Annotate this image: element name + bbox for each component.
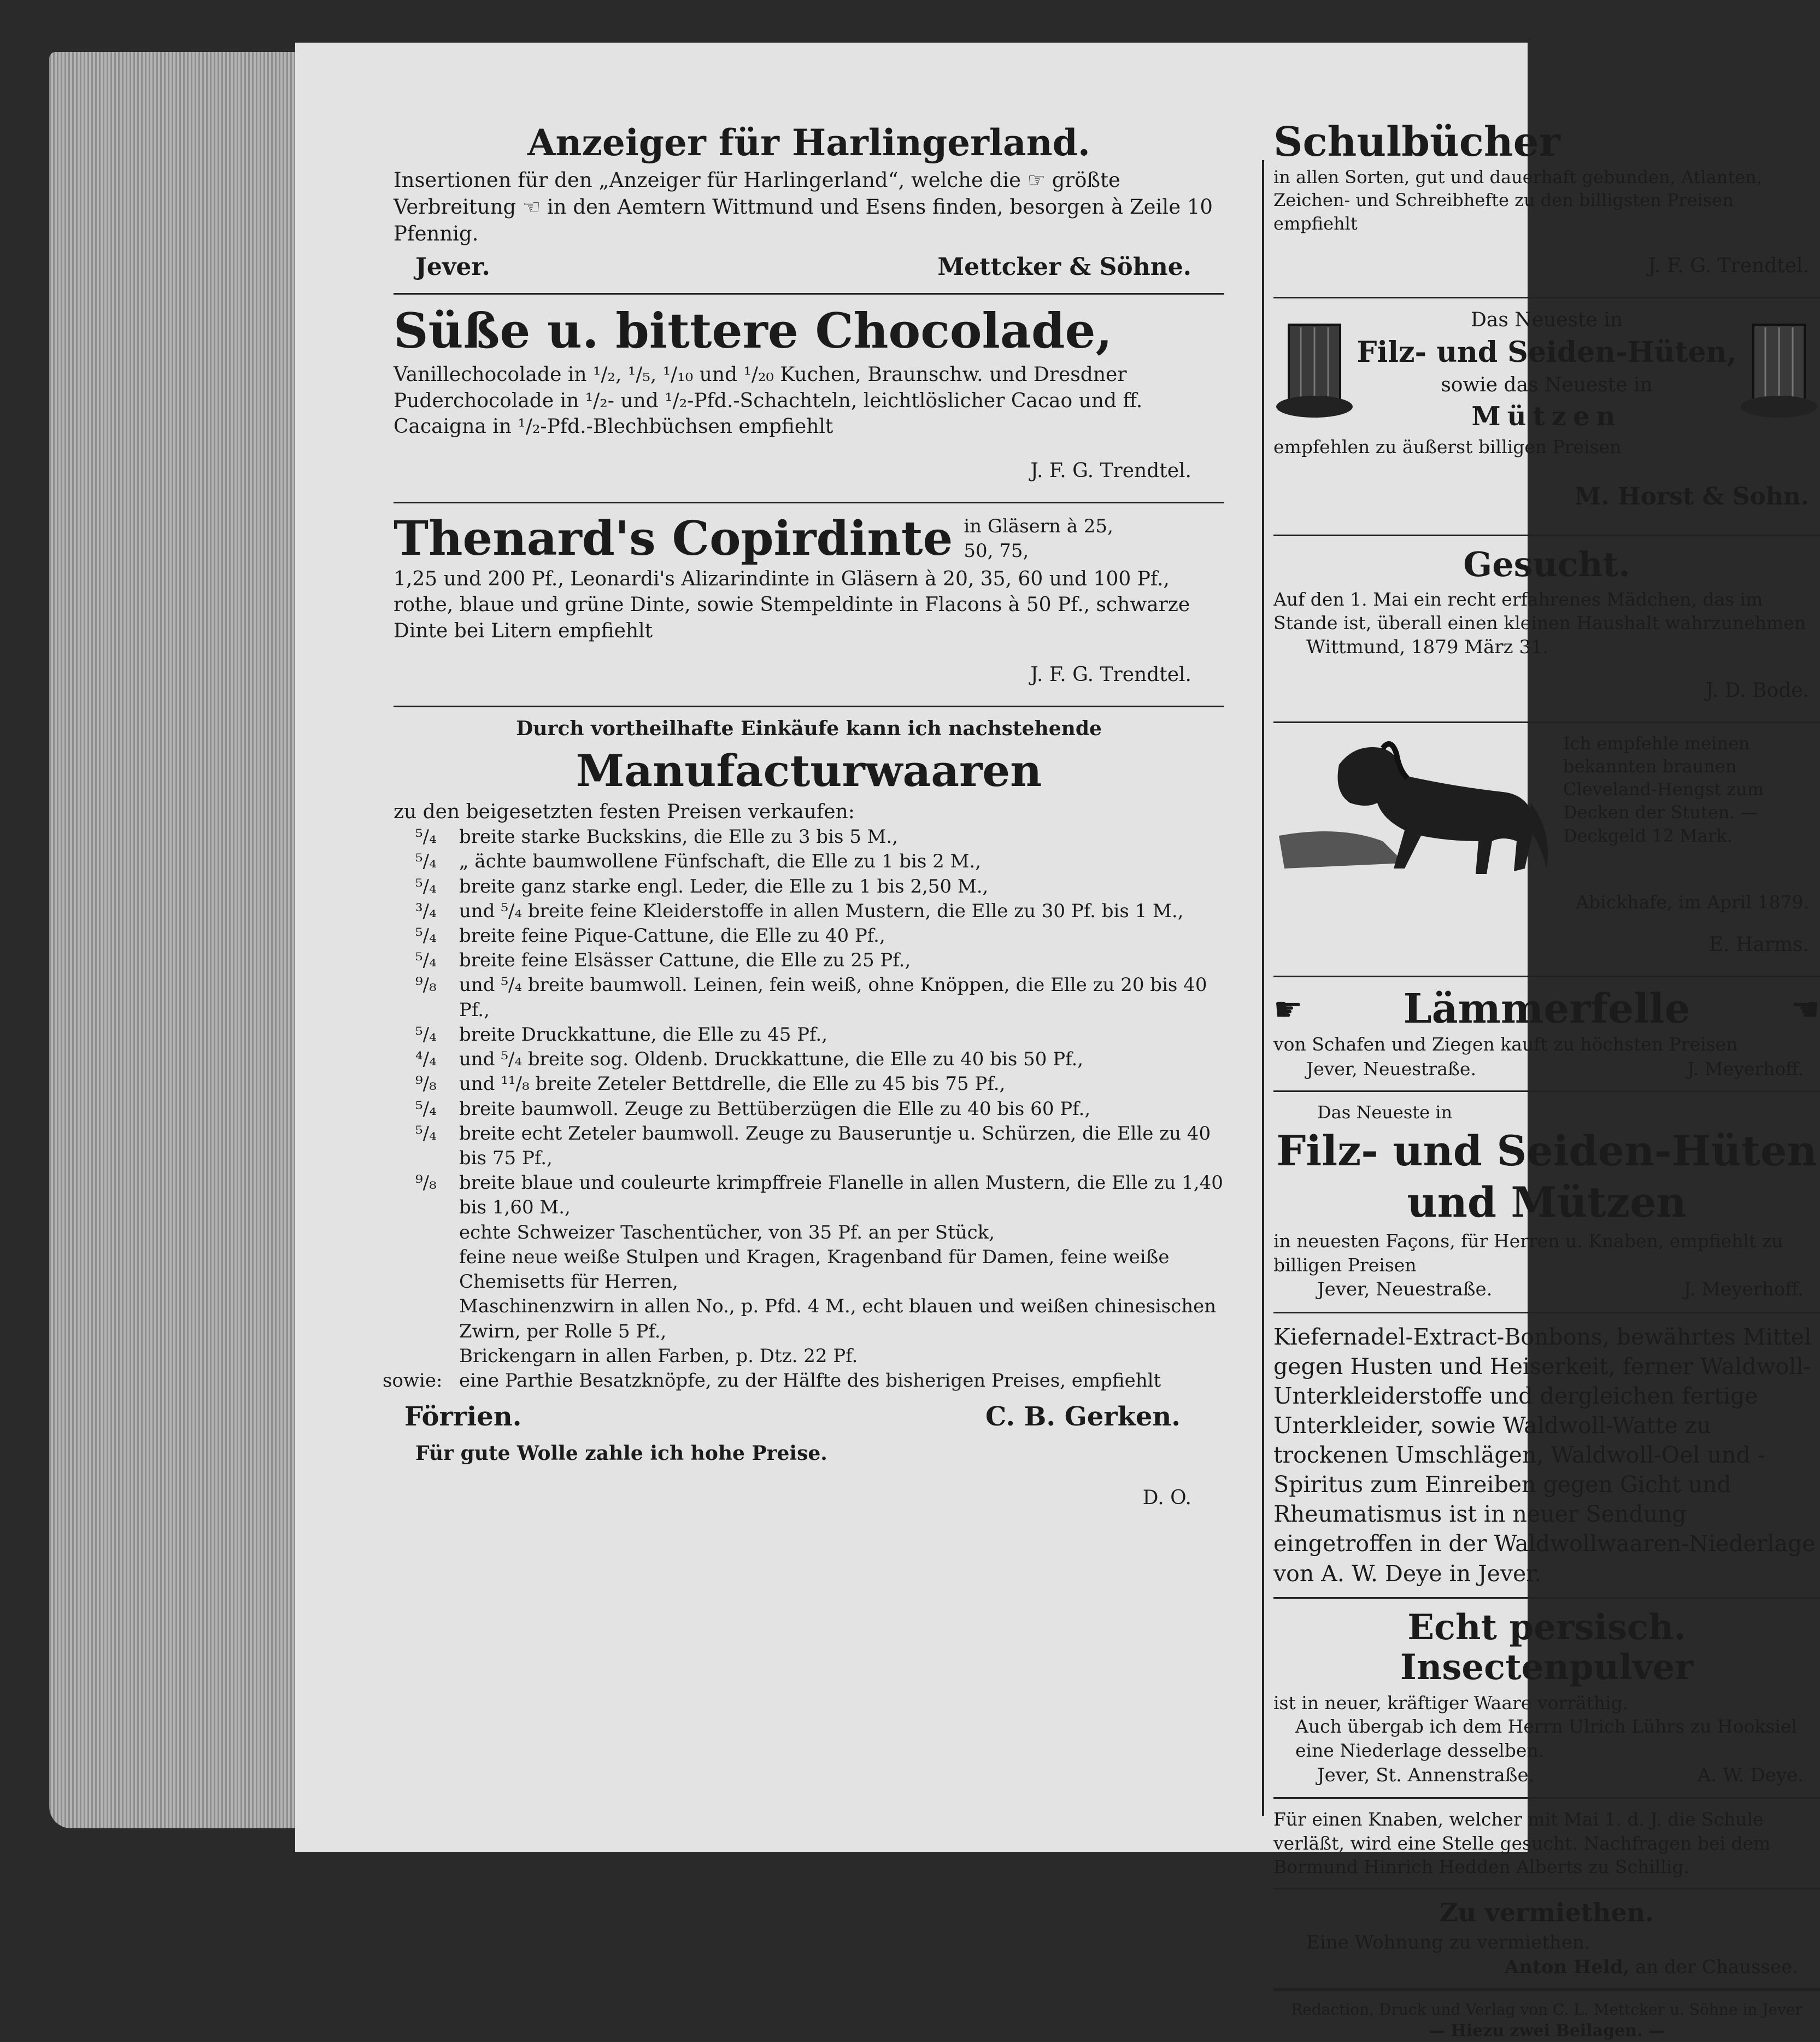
item-text: echte Schweizer Taschentücher, von 35 Pf. an per Stück, bbox=[459, 1221, 995, 1243]
list-item bbox=[415, 973, 1224, 1022]
ad-huete2-place: Jever, Neuestraße. bbox=[1317, 1278, 1493, 1301]
divider bbox=[1273, 721, 1820, 723]
item-text: und ⁵/₄ breite feine Kleiderstoffe in allen Mustern, die Elle zu 30 Pf. bis 1 M., bbox=[459, 900, 1184, 922]
column-divider bbox=[1262, 160, 1264, 1816]
item-text: breite baumwoll. Zeuge zu Bettüberzügen die Elle zu 40 bis 60 Pf., bbox=[459, 1098, 1091, 1120]
ad-huete-meyerhoff bbox=[1273, 1101, 1820, 1303]
ad-chocolade-body: Vanillechocolade in ¹/₂, ¹/₅, ¹/₁₀ und ¹/₂₀ Kuchen, Braunschw. und Dresdner Puderchocolade in ¹/₂- und ¹/₂-Pfd.-Schachteln, leichtlöslicher Cacao und ff. Cacaigna in ¹/₂-Pfd.-Blechbüchsen empfiehlt bbox=[394, 363, 1143, 438]
divider bbox=[1273, 297, 1820, 298]
ad-laemmerfelle-body: von Schafen und Ziegen kauft zu höchsten Preisen bbox=[1273, 1034, 1738, 1055]
list-item bbox=[383, 1369, 1224, 1393]
list-item bbox=[415, 948, 1224, 973]
ad-schulbuecher bbox=[1273, 119, 1820, 277]
ad-laemmerfelle-signature: J. Meyerhoff. bbox=[1687, 1058, 1804, 1079]
ad-vermiethen-title: Zu vermiethen. bbox=[1439, 1897, 1654, 1927]
top-hat-icon bbox=[1273, 319, 1355, 423]
item-text: „ ächte baumwollene Fünfschaft, die Elle zu 1 bis 2 M., bbox=[459, 850, 982, 873]
top-hat-icon bbox=[1738, 319, 1820, 423]
divider bbox=[394, 502, 1224, 503]
ad-dinte-title: Thenard's Copirdinte bbox=[394, 510, 953, 566]
item-fraction: ⁵/₄ bbox=[415, 925, 437, 947]
ad-insecten-title: Echt persisch. Insectenpulver bbox=[1400, 1606, 1694, 1688]
imprint-line: Redaction, Druck und Verlag von C. L. Mettcker u. Söhne in Jever bbox=[1291, 2000, 1803, 2019]
ad-chocolade-signature: J. F. G. Trendtel. bbox=[1030, 459, 1191, 482]
item-text: breite starke Buckskins, die Elle zu 3 bis 5 M., bbox=[459, 826, 899, 848]
divider bbox=[394, 706, 1224, 707]
ad-gesucht-body: Auf den 1. Mai ein recht erfahrenes Mädchen, das im Stande ist, überall einen kleinen Haushalt wahrzunehmen bbox=[1273, 588, 1806, 634]
ad-vermiethen-body: Eine Wohnung zu vermiethen. bbox=[1306, 1931, 1590, 1953]
ad-chocolade bbox=[394, 303, 1224, 482]
list-item bbox=[415, 825, 1224, 849]
ad-manufactur-list bbox=[383, 825, 1224, 1393]
ad-kiefernadel-body: Kiefernadel-Extract-Bonbons, bewährtes Mittel gegen Husten und Heiserkeit, ferner Waldwoll-Unterkleiderstoffe und dergleichen fertige Unterkleider, sowie Waldwoll-Watte zu trockenen Umschlägen, Waldwoll-Oel und -Spiritus zum Einreiben gegen Gicht und Rheumatismus ist in neuer Sendung eingetroffen in der Waldwollwaaren-Niederlage von A. W. Deye in Jever. bbox=[1273, 1323, 1816, 1587]
ad-vermiethen-signature: Anton Held, bbox=[1504, 1956, 1630, 1978]
ad-gesucht bbox=[1273, 545, 1820, 701]
list-item bbox=[415, 1072, 1224, 1096]
ad-hengst-date: Abickhafe, im April 1879. bbox=[1576, 891, 1809, 913]
ad-laemmerfelle-place: Jever, Neuestraße. bbox=[1306, 1058, 1476, 1079]
ad-huete-title: Filz- und Seiden-Hüten, bbox=[1357, 336, 1737, 369]
item-fraction bbox=[415, 1344, 459, 1369]
newspaper-page bbox=[295, 43, 1820, 2041]
list-item bbox=[415, 1171, 1224, 1220]
list-item bbox=[415, 1122, 1224, 1171]
ad-hengst-body: Ich empfehle meinen bekannten braunen Cleveland-Hengst zum Decken der Stuten. — Deckgeld 12 Mark. bbox=[1563, 732, 1764, 846]
ad-vermiethen bbox=[1273, 1898, 1820, 1980]
item-fraction: ⁹/₈ bbox=[415, 1073, 437, 1095]
item-text: breite echt Zeteler baumwoll. Zeuge zu Bauseruntje u. Schürzen, die Elle zu 40 bis 75 Pf., bbox=[459, 1122, 1211, 1170]
item-text: Maschinenzwirn in allen No., p. Pfd. 4 M., echt blauen und weißen chinesischen Zwirn, per Rolle 5 Pf., bbox=[459, 1295, 1217, 1342]
ad-gesucht-date: Wittmund, 1879 März 31. bbox=[1306, 636, 1549, 658]
item-fraction bbox=[415, 1294, 459, 1343]
ad-insecten-body2: Auch übergab ich dem Herrn Ulrich Lührs zu Hooksiel eine Niederlage desselben. bbox=[1295, 1716, 1797, 1761]
book-page-edges bbox=[49, 52, 306, 1828]
list-item bbox=[415, 1344, 1224, 1369]
list-item bbox=[415, 1047, 1224, 1072]
divider bbox=[1273, 535, 1820, 536]
ad-dinte-body: 1,25 und 200 Pf., Leonardi's Alizarindinte in Gläsern à 20, 35, 60 und 100 Pf., rothe, blaue und grüne Dinte, sowie Stempeldinte in Flacons à 50 Pf., schwarze Dinte bei Litern empfiehlt bbox=[394, 567, 1190, 642]
ad-huete-line3: sowie das Neueste in bbox=[1441, 374, 1653, 397]
ad-vermiethen-location: an der Chaussee. bbox=[1635, 1956, 1798, 1978]
horse-illustration bbox=[1273, 732, 1558, 890]
item-text: feine neue weiße Stulpen und Kragen, Kragenband für Damen, feine weiße Chemisetts für Herren, bbox=[459, 1246, 1170, 1293]
divider bbox=[1273, 1597, 1820, 1599]
item-fraction: ⁵/₄ bbox=[415, 826, 437, 848]
item-fraction: ⁴/₄ bbox=[415, 1048, 437, 1071]
ad-knabe-body: Für einen Knaben, welcher mit Mai 1. d. J. die Schule verläßt, wird eine Stelle gesucht. Nachfragen bei dem Bormund Hinrich Hedden Alberts zu Schillig. bbox=[1273, 1809, 1771, 1878]
divider bbox=[1273, 976, 1820, 977]
ad-huete2-title1: Filz- und Seiden-Hüten bbox=[1276, 1126, 1817, 1176]
ad-gesucht-title: Gesucht. bbox=[1463, 544, 1630, 585]
ad-wolle-signature: D. O. bbox=[1142, 1486, 1191, 1509]
ad-manufactur-subtitle: zu den beigesetzten festen Preisen verkaufen: bbox=[394, 800, 855, 823]
ad-huete-line5: empfehlen zu äußerst billigen Preisen bbox=[1273, 436, 1622, 457]
ad-gesucht-signature: J. D. Bode. bbox=[1706, 679, 1809, 702]
ad-manufactur-title: Manufacturwaaren bbox=[576, 744, 1042, 796]
item-text: und ⁵/₄ breite sog. Oldenb. Druckkattune, die Elle zu 40 bis 50 Pf., bbox=[459, 1048, 1084, 1071]
ad-anzeiger-title: Anzeiger für Harlingerland. bbox=[527, 121, 1090, 164]
left-column bbox=[383, 119, 1224, 1529]
list-item bbox=[415, 924, 1224, 948]
ad-manufactur-firm: C. B. Gerken. bbox=[985, 1401, 1181, 1433]
list-item bbox=[415, 1220, 1224, 1245]
ad-anzeiger bbox=[394, 122, 1224, 284]
pointing-hand-right-icon: ☛ bbox=[1273, 990, 1303, 1029]
ad-manufactur-intro: Durch vortheilhafte Einkäufe kann ich nachstehende bbox=[516, 717, 1102, 741]
item-text: eine Parthie Besatzknöpfe, zu der Hälfte des bisherigen Preises, empfiehlt bbox=[459, 1369, 1161, 1392]
ad-manufactur bbox=[383, 716, 1224, 1509]
ad-dinte bbox=[394, 512, 1224, 686]
ad-schulbuecher-title: Schulbücher bbox=[1273, 119, 1560, 166]
divider bbox=[1273, 1888, 1820, 1890]
ad-anzeiger-body: Insertionen für den „Anzeiger für Harlingerland“, welche die ☞ größte Verbreitung ☜ in den Aemtern Wittmund und Esens finden, besorgen à Zeile 10 Pfennig. bbox=[394, 168, 1213, 245]
ad-laemmerfelle bbox=[1273, 986, 1820, 1082]
item-text: und ¹¹/₈ breite Zeteler Bettdrelle, die Elle zu 45 bis 75 Pf., bbox=[459, 1073, 1006, 1095]
ad-schulbuecher-body: in allen Sorten, gut und dauerhaft gebunden, Atlanten, Zeichen- und Schreibhefte zu den billigsten Preisen empfiehlt bbox=[1273, 167, 1762, 234]
item-text: breite Druckkattune, die Elle zu 45 Pf., bbox=[459, 1023, 828, 1046]
ad-huete2-signature: J. Meyerhoff. bbox=[1683, 1278, 1804, 1301]
ad-anzeiger-firm: Mettcker & Söhne. bbox=[937, 253, 1191, 281]
ad-wolle: Für gute Wolle zahle ich hohe Preise. bbox=[415, 1442, 827, 1465]
ad-kiefernadel bbox=[1273, 1322, 1820, 1588]
list-item bbox=[415, 1097, 1224, 1122]
ad-insecten-place: Jever, St. Annenstraße. bbox=[1317, 1764, 1535, 1786]
ad-laemmerfelle-title: Lämmerfelle bbox=[1403, 985, 1690, 1033]
item-fraction: sowie: bbox=[383, 1369, 443, 1392]
ad-manufactur-place: Förrien. bbox=[404, 1401, 522, 1433]
ad-huete2-line1: Das Neueste in bbox=[1317, 1102, 1453, 1123]
item-fraction: ⁵/₄ bbox=[415, 875, 437, 897]
ad-huete-horst bbox=[1273, 307, 1820, 511]
ad-huete2-body: in neuesten Façons, für Herren u. Knaben, empfiehlt zu billigen Preisen bbox=[1273, 1230, 1783, 1276]
item-text: breite feine Elsässer Cattune, die Elle zu 25 Pf., bbox=[459, 949, 911, 972]
list-item bbox=[415, 899, 1224, 924]
ad-huete-muetzen: Mützen bbox=[1471, 401, 1622, 432]
list-item bbox=[415, 1023, 1224, 1047]
item-text: breite ganz starke engl. Leder, die Elle zu 1 bis 2,50 M., bbox=[459, 875, 989, 897]
ad-huete-line1: Das Neueste in bbox=[1471, 308, 1623, 331]
item-text: und ⁵/₄ breite baumwoll. Leinen, fein weiß, ohne Knöppen, die Elle zu 20 bis 40 Pf., bbox=[459, 974, 1207, 1021]
item-fraction bbox=[415, 1220, 459, 1245]
ad-insecten bbox=[1273, 1607, 1820, 1788]
item-fraction: ⁹/₈ bbox=[415, 974, 437, 996]
right-column bbox=[1273, 119, 1820, 2042]
item-text: breite feine Pique-Cattune, die Elle zu 40 Pf., bbox=[459, 925, 885, 947]
item-text: breite blaue und couleurte krimpffreie Flanelle in allen Mustern, die Elle zu 1,40 bis 1,60 M., bbox=[459, 1172, 1223, 1219]
item-fraction: ⁹/₈ bbox=[415, 1172, 437, 1194]
divider bbox=[1273, 1090, 1820, 1092]
ad-insecten-body: ist in neuer, kräftiger Waare vorräthig. bbox=[1273, 1692, 1629, 1714]
imprint bbox=[1273, 2000, 1820, 2042]
ad-huete2-title2: und Mützen bbox=[1407, 1177, 1687, 1227]
ad-schulbuecher-signature: J. F. G. Trendtel. bbox=[1648, 254, 1809, 277]
ad-hengst bbox=[1273, 732, 1820, 957]
item-fraction: ³/₄ bbox=[415, 900, 437, 922]
list-item bbox=[415, 875, 1224, 899]
list-item bbox=[415, 1294, 1224, 1343]
item-fraction bbox=[415, 1245, 459, 1294]
imprint-supplements: — Hiezu zwei Beilagen. — bbox=[1429, 2021, 1665, 2041]
ad-dinte-aside: in Gläsern à 25, 50, 75, bbox=[964, 515, 1113, 562]
ad-insecten-signature: A. W. Deye. bbox=[1697, 1764, 1804, 1786]
ad-knabe bbox=[1273, 1808, 1820, 1879]
ad-chocolade-title: Süße u. bittere Chocolade, bbox=[394, 302, 1113, 359]
divider bbox=[1273, 1988, 1820, 1991]
ad-dinte-signature: J. F. G. Trendtel. bbox=[1030, 664, 1191, 686]
divider bbox=[1273, 1797, 1820, 1799]
list-item bbox=[415, 1245, 1224, 1294]
ad-huete-signature: M. Horst & Sohn. bbox=[1574, 483, 1809, 511]
pointing-hand-left-icon: ☚ bbox=[1790, 990, 1820, 1029]
item-fraction: ⁵/₄ bbox=[415, 1098, 437, 1120]
divider bbox=[1273, 1312, 1820, 1313]
list-item bbox=[415, 849, 1224, 874]
item-text: Brickengarn in allen Farben, p. Dtz. 22 Pf. bbox=[459, 1345, 858, 1367]
item-fraction: ⁵/₄ bbox=[415, 1023, 437, 1046]
item-fraction: ⁵/₄ bbox=[415, 949, 437, 972]
item-fraction: ⁵/₄ bbox=[415, 850, 437, 873]
ad-hengst-signature: E. Harms. bbox=[1709, 934, 1809, 957]
divider bbox=[394, 293, 1224, 295]
ad-anzeiger-place: Jever. bbox=[415, 253, 490, 281]
item-fraction: ⁵/₄ bbox=[415, 1122, 437, 1145]
